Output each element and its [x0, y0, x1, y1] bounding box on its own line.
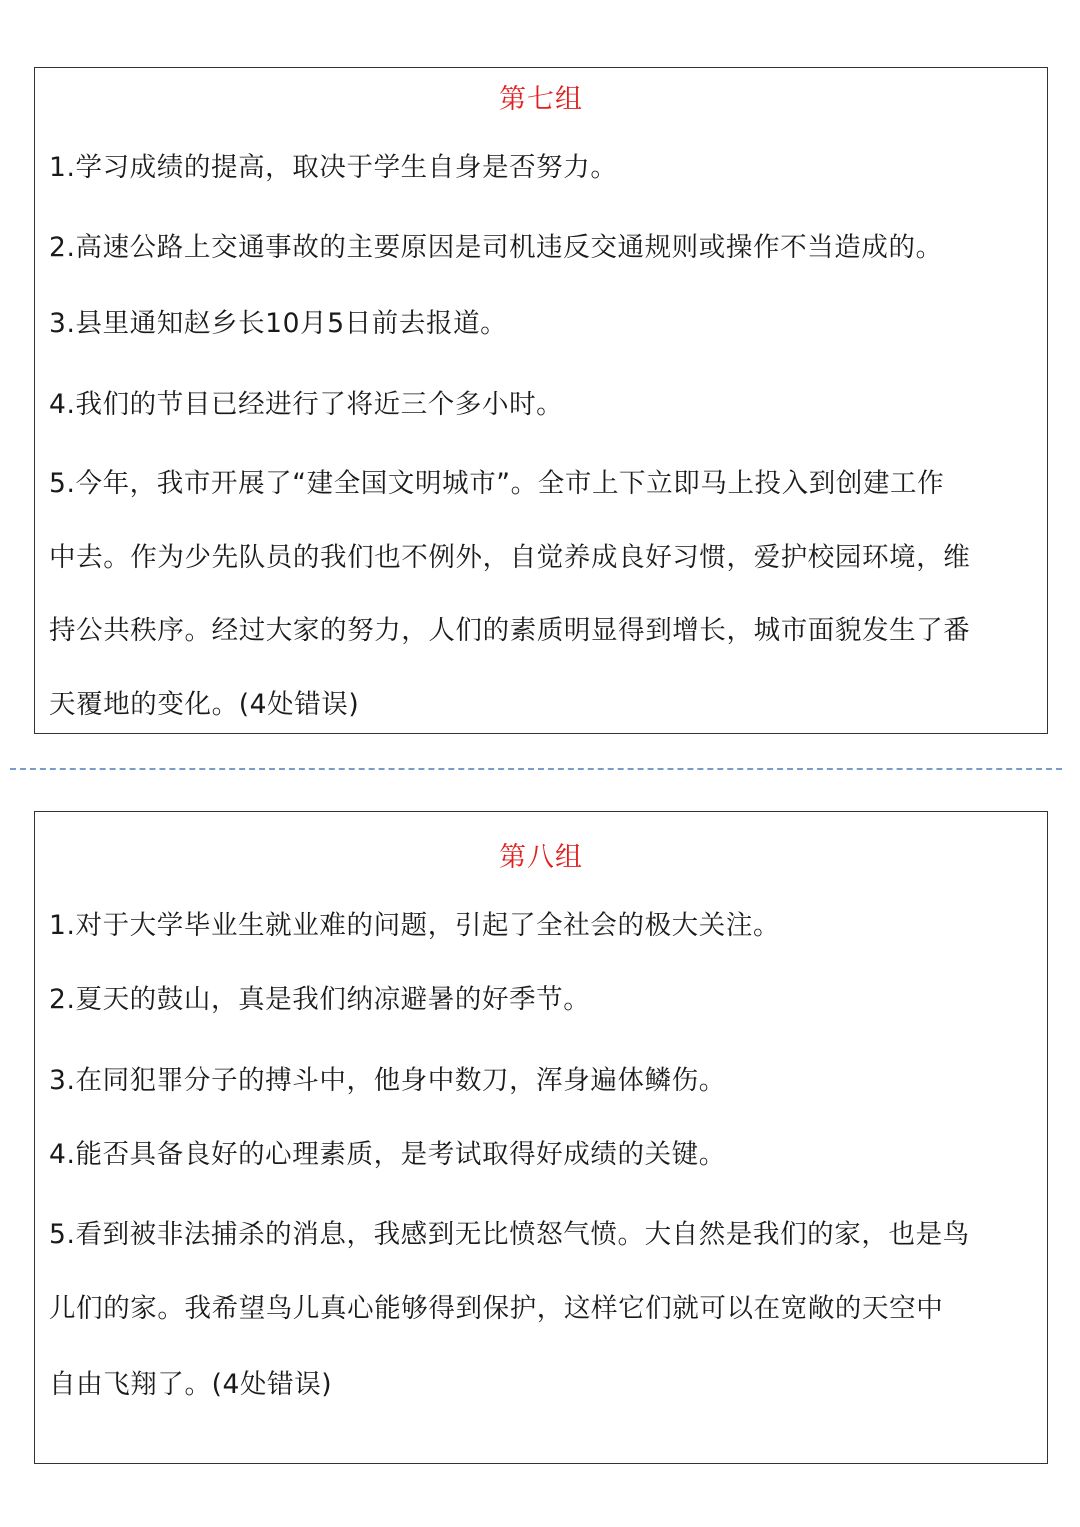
dashed-divider: [10, 768, 1062, 770]
group-7-line-2: 2.高速公路上交通事故的主要原因是司机违反交通规则或操作不当造成的。: [49, 232, 943, 263]
group-7-line-6: 中去。作为少先队员的我们也不例外，自觉养成良好习惯，爱护校园环境，维: [49, 542, 971, 573]
group-7-line-4: 4.我们的节目已经进行了将近三个多小时。: [49, 389, 564, 420]
group-8-line-7: 自由飞翔了。(4处错误): [49, 1369, 333, 1400]
group-7-title: 第七组: [499, 84, 583, 115]
group-8-box: [34, 811, 1048, 1464]
group-7-line-7: 持公共秩序。经过大家的努力，人们的素质明显得到增长，城市面貌发生了番: [49, 615, 971, 646]
group-8-line-3: 3.在同犯罪分子的搏斗中，他身中数刀，浑身遍体鳞伤。: [49, 1065, 726, 1096]
group-8-line-2: 2.夏天的鼓山，真是我们纳凉避暑的好季节。: [49, 984, 591, 1015]
group-8-title: 第八组: [499, 842, 583, 873]
group-7-box: [34, 67, 1048, 734]
group-8-line-5: 5.看到被非法捕杀的消息，我感到无比愤怒气愤。大自然是我们的家，也是鸟: [49, 1219, 970, 1250]
group-8-line-6: 儿们的家。我希望鸟儿真心能够得到保护，这样它们就可以在宽敞的天空中: [49, 1293, 944, 1324]
group-7-line-3: 3.县里通知赵乡长10月5日前去报道。: [49, 308, 508, 339]
group-7-line-5: 5.今年，我市开展了“建全国文明城市”。全市上下立即马上投入到创建工作: [49, 468, 945, 499]
group-7-line-8: 天覆地的变化。(4处错误): [49, 689, 360, 720]
group-8-line-4: 4.能否具备良好的心理素质，是考试取得好成绩的关键。: [49, 1139, 726, 1170]
group-8-line-1: 1.对于大学毕业生就业难的问题，引起了全社会的极大关注。: [49, 910, 781, 941]
group-7-line-1: 1.学习成绩的提高，取决于学生自身是否努力。: [49, 152, 618, 183]
